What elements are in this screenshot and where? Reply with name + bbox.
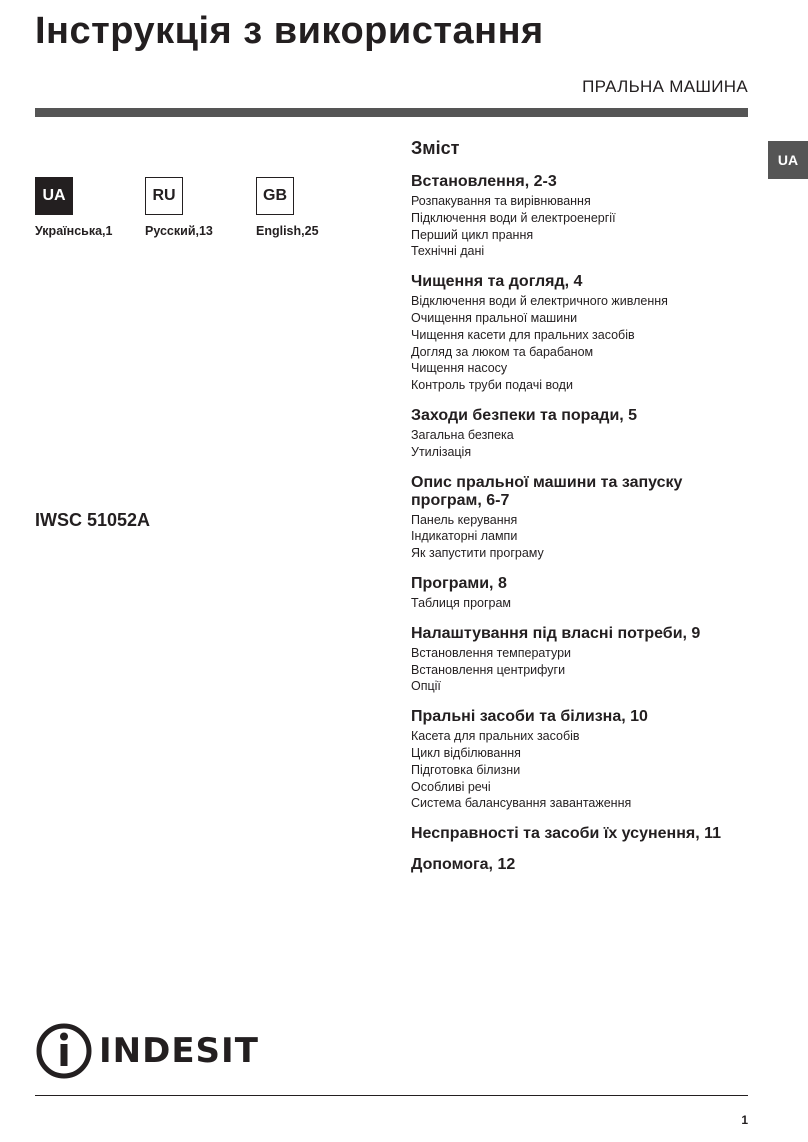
toc-item[interactable]: Очищення пральної машини xyxy=(411,310,578,325)
toc-section xyxy=(411,474,756,562)
toc-item[interactable]: Чищення касети для пральних засобів xyxy=(411,327,635,342)
toc-section-title[interactable]: Несправності та засоби їх усунення, 11 xyxy=(411,825,721,843)
toc-item[interactable]: Як запустити програму xyxy=(411,546,544,561)
toc-item[interactable]: Чищення насосу xyxy=(411,361,508,376)
toc-item[interactable]: Встановлення центрифуги xyxy=(411,662,566,677)
toc-item[interactable]: Загальна безпека xyxy=(411,427,514,442)
toc-section xyxy=(411,173,756,260)
toc-section xyxy=(411,625,756,695)
header-divider xyxy=(35,108,748,117)
toc-item[interactable]: Встановлення температури xyxy=(411,645,572,660)
indesit-logo-icon xyxy=(35,1022,93,1080)
toc-section-title[interactable]: Опис пральної машини та запуску програм, 6-7 xyxy=(411,473,683,509)
language-side-tab: UA xyxy=(768,141,808,179)
toc-heading: Зміст xyxy=(411,138,460,158)
toc-item[interactable]: Догляд за люком та барабаном xyxy=(411,344,594,359)
toc-section-title[interactable]: Програми, 8 xyxy=(411,574,507,592)
toc-item[interactable]: Особливі речі xyxy=(411,779,491,794)
toc-item[interactable]: Касета для пральних засобів xyxy=(411,729,580,744)
toc-section xyxy=(411,575,756,612)
toc-item[interactable]: Таблиця програм xyxy=(411,595,512,610)
toc-item[interactable]: Підключення води й електроенергії xyxy=(411,210,616,225)
toc-section-title[interactable]: Встановлення, 2-3 xyxy=(411,173,557,190)
page-subtitle: ПРАЛЬНА МАШИНА xyxy=(582,77,748,96)
brand-logo xyxy=(35,1022,259,1080)
language-label-gb[interactable]: English,25 xyxy=(256,224,319,238)
toc-section-title[interactable]: Чищення та догляд, 4 xyxy=(411,273,583,291)
toc-section-title[interactable]: Налаштування під власні потреби, 9 xyxy=(411,624,701,642)
toc-section xyxy=(411,273,756,394)
toc-section xyxy=(411,407,756,461)
toc-item[interactable]: Індикаторні лампи xyxy=(411,529,518,544)
toc-section-title[interactable]: Пральні засоби та білизна, 10 xyxy=(411,708,648,726)
language-box-gb[interactable]: GB xyxy=(256,177,294,215)
model-number: IWSC 51052A xyxy=(35,510,151,530)
language-box-ru[interactable]: RU xyxy=(145,177,183,215)
toc-item[interactable]: Контроль труби подачі води xyxy=(411,378,573,393)
toc-section xyxy=(411,708,756,812)
toc-section-title[interactable]: Допомога, 12 xyxy=(411,856,516,874)
toc-item[interactable]: Опції xyxy=(411,679,441,694)
language-label-ua[interactable]: Українська,1 xyxy=(35,224,113,238)
table-of-contents xyxy=(411,138,756,887)
language-label-ru[interactable]: Русский,13 xyxy=(145,224,213,238)
toc-item[interactable]: Цикл відбілювання xyxy=(411,745,521,760)
toc-section xyxy=(411,856,756,874)
toc-item[interactable]: Технічні дані xyxy=(411,244,485,259)
language-box-ua[interactable]: UA xyxy=(35,177,73,215)
toc-section-title[interactable]: Заходи безпеки та поради, 5 xyxy=(411,406,638,424)
toc-item[interactable]: Підготовка білизни xyxy=(411,762,521,777)
toc-item[interactable]: Система балансування завантаження xyxy=(411,796,632,811)
toc-sections xyxy=(411,173,756,874)
toc-item[interactable]: Перший цикл прання xyxy=(411,227,534,242)
toc-section xyxy=(411,825,756,843)
footer-divider xyxy=(35,1095,748,1096)
toc-item[interactable]: Утилізація xyxy=(411,444,472,459)
brand-logo-text: INDESIT xyxy=(99,1031,259,1071)
toc-item[interactable]: Відключення води й електричного живлення xyxy=(411,294,668,309)
toc-item[interactable]: Розпакування та вирівнювання xyxy=(411,194,591,208)
toc-item[interactable]: Панель керування xyxy=(411,512,518,527)
page-number: 1 xyxy=(741,1113,748,1127)
page-title: Інструкція з використання xyxy=(35,10,544,52)
